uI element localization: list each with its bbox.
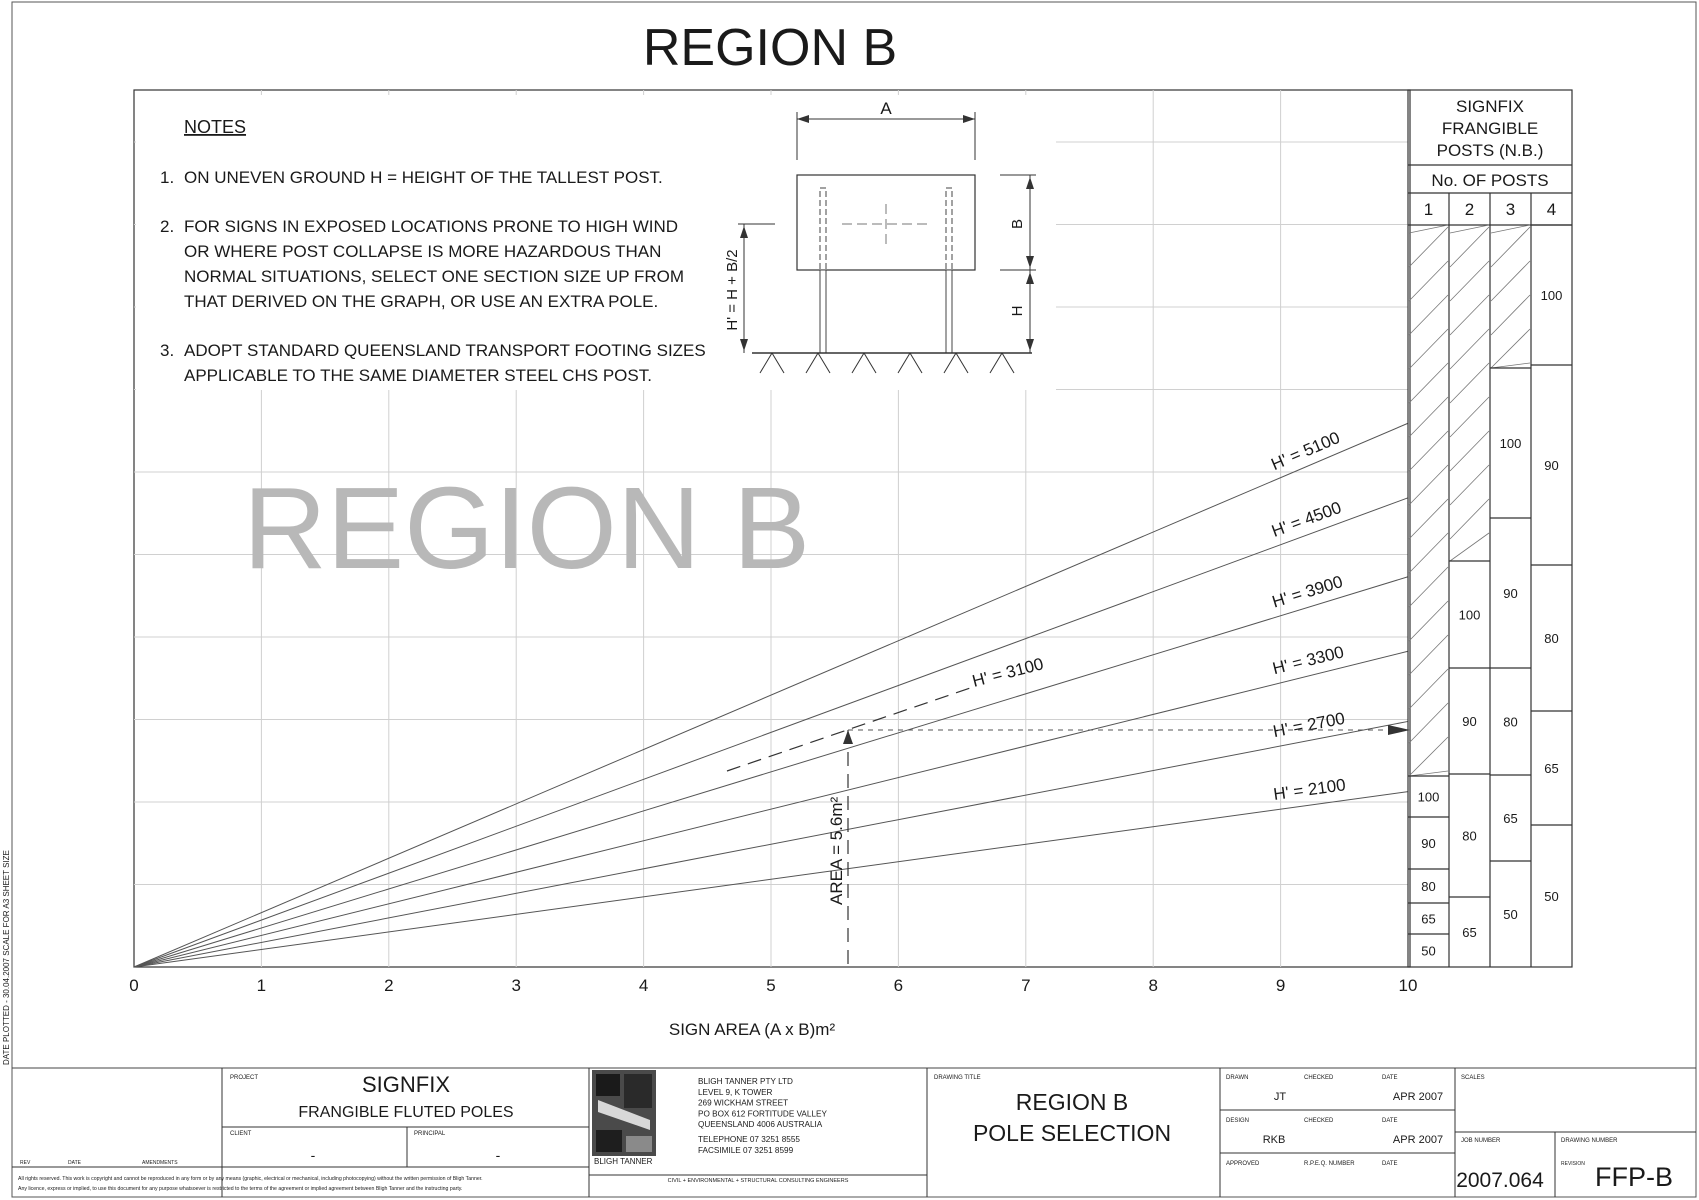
post-count-header: 4 — [1546, 200, 1557, 219]
series-label: H' = 5100 — [1268, 428, 1343, 475]
example-label: H' = 3100 — [970, 654, 1046, 691]
post-size-cell: 50 — [1544, 889, 1559, 904]
sheet-title: REGION B — [642, 19, 898, 77]
post-size-cell: 50 — [1503, 907, 1518, 922]
post-table — [1408, 90, 1572, 967]
x-axis-ticks — [129, 976, 1417, 995]
table-hatch — [1409, 499, 1448, 539]
table-hatch — [1409, 669, 1448, 709]
job-number: 2007.064 — [1456, 1169, 1544, 1192]
company-address — [698, 1077, 827, 1155]
x-axis-label: SIGN AREA (A x B)m² — [668, 1020, 836, 1039]
table-hatch — [1450, 363, 1489, 403]
design-value: RKB — [1262, 1134, 1286, 1146]
company-logo — [592, 1070, 656, 1156]
post-size-cell: 50 — [1421, 943, 1436, 959]
table-hatch — [1450, 225, 1489, 233]
date-value-2: APR 2007 — [1392, 1134, 1444, 1146]
project-subtitle: FRANGIBLE FLUTED POLES — [298, 1104, 514, 1121]
table-hatch — [1409, 635, 1448, 675]
series-label: H' = 3900 — [1269, 572, 1345, 612]
table-hatch — [1409, 295, 1448, 335]
table-hatch — [1491, 261, 1530, 301]
post-size-cell: 80 — [1462, 828, 1477, 844]
dim-a-label: A — [880, 99, 892, 118]
company-address-line: 269 WICKHAM STREET — [698, 1098, 789, 1108]
project-name: SIGNFIX — [361, 1072, 451, 1097]
design-label: DESIGN — [1226, 1118, 1250, 1124]
x-tick-label: 9 — [1275, 976, 1286, 995]
post-size-cell: 90 — [1503, 586, 1518, 601]
x-tick-label: 8 — [1148, 976, 1158, 995]
approved-label: APPROVED — [1226, 1161, 1260, 1167]
date-label-3: DATE — [1382, 1161, 1398, 1167]
table-hatch — [1450, 465, 1489, 505]
company-address-line: LEVEL 9, K TOWER — [698, 1087, 773, 1097]
post-size-cell: 80 — [1544, 631, 1559, 646]
series-label: H' = 4500 — [1269, 497, 1344, 541]
post-size-cell: 100 — [1417, 789, 1440, 805]
drawn-value: JT — [1273, 1091, 1287, 1103]
note-number: 1. — [160, 168, 175, 187]
post-table-title-3: POSTS (N.B.) — [1436, 141, 1544, 160]
post-size-cell: 80 — [1503, 714, 1518, 730]
post-size-cell: 100 — [1499, 436, 1522, 451]
post-size-cell: 65 — [1462, 925, 1477, 940]
h-prime-formula: H' = H + B/2 — [724, 249, 741, 331]
table-hatch — [1491, 329, 1530, 368]
client-label: CLIENT — [230, 1131, 252, 1137]
note-text: APPLICABLE TO THE SAME DIAMETER STEEL CHS POST. — [184, 366, 652, 385]
series-label: H' = 3300 — [1270, 642, 1346, 679]
x-tick-label: 0 — [129, 976, 139, 995]
table-hatch — [1409, 703, 1448, 743]
company-tagline: CIVIL + ENVIRONMENTAL + STRUCTURAL CONSULTING ENGINEERS — [667, 1178, 849, 1184]
drawn-label: DRAWN — [1226, 1075, 1249, 1081]
post-size-cell: 65 — [1503, 811, 1518, 826]
table-hatch — [1450, 227, 1489, 267]
post-size-cell: 90 — [1421, 836, 1436, 851]
drawing-number-label: DRAWING NUMBER — [1561, 1138, 1618, 1144]
table-hatch — [1409, 397, 1448, 437]
principal-label: PRINCIPAL — [414, 1131, 446, 1137]
logo-caption: BLIGH TANNER — [594, 1157, 653, 1166]
date-value-1: APR 2007 — [1392, 1091, 1444, 1103]
table-hatch — [1409, 261, 1448, 301]
project-label: PROJECT — [230, 1075, 259, 1081]
drawing-number: FFP-B — [1595, 1162, 1673, 1192]
table-hatch — [1450, 295, 1489, 335]
client-value: - — [310, 1147, 316, 1163]
note-text: ON UNEVEN GROUND H = HEIGHT OF THE TALLEST POST. — [184, 168, 663, 187]
scales-label: SCALES — [1461, 1075, 1485, 1081]
drawing-title-line-2: POLE SELECTION — [972, 1120, 1172, 1146]
table-hatch — [1409, 567, 1448, 607]
x-tick-label: 5 — [766, 976, 776, 995]
table-hatch — [1409, 363, 1448, 403]
table-hatch — [1409, 431, 1448, 471]
note-number: 3. — [160, 341, 175, 360]
post-size-cell: 100 — [1458, 607, 1481, 623]
table-hatch — [1450, 499, 1489, 539]
table-hatch — [1491, 225, 1530, 233]
x-tick-label: 1 — [256, 976, 267, 995]
note-text: OR WHERE POST COLLAPSE IS MORE HAZARDOUS THAN — [184, 242, 662, 261]
table-hatch — [1450, 533, 1489, 561]
table-hatch — [1450, 431, 1489, 471]
table-hatch — [1409, 771, 1448, 776]
drawing-title-line-1: REGION B — [1015, 1089, 1129, 1115]
rev-header: REV — [20, 1160, 31, 1166]
post-table-title-1: SIGNFIX — [1455, 97, 1525, 116]
note-text: THAT DERIVED ON THE GRAPH, OR USE AN EXTRA POLE. — [184, 292, 659, 311]
drawing-title-label: DRAWING TITLE — [934, 1075, 981, 1081]
company-address-line: PO BOX 612 FORTITUDE VALLEY — [698, 1109, 827, 1119]
x-tick-label: 2 — [384, 976, 394, 995]
dim-h-label: H — [1009, 305, 1026, 317]
principal-value: - — [495, 1147, 501, 1163]
company-address-line: BLIGH TANNER PTY LTD — [698, 1077, 793, 1086]
table-hatch — [1450, 397, 1489, 437]
note-number: 2. — [160, 217, 175, 236]
table-hatch — [1491, 227, 1530, 267]
table-hatch — [1450, 329, 1489, 369]
table-hatch — [1409, 329, 1448, 369]
series-label: H' = 2100 — [1272, 775, 1347, 804]
table-hatch — [1450, 261, 1489, 301]
copyright-line-2: Any licence, express or implied, to use this document for any purpose whatsoever is restricted to the terms of the agreement or implied agreement between Bligh Tanner and the instructing party. — [18, 1186, 463, 1192]
company-address-line: TELEPHONE 07 3251 8555 — [698, 1135, 800, 1144]
table-hatch — [1409, 601, 1448, 641]
post-table-columns — [1408, 193, 1572, 967]
post-count-header: 3 — [1505, 200, 1516, 219]
title-block — [12, 1068, 1696, 1197]
table-hatch — [1491, 363, 1530, 368]
note-text: NORMAL SITUATIONS, SELECT ONE SECTION SIZE UP FROM — [184, 267, 684, 286]
amendments-header: AMENDMENTS — [142, 1160, 178, 1166]
date-label-1: DATE — [1382, 1075, 1398, 1081]
table-hatch — [1491, 295, 1530, 335]
x-tick-label: 7 — [1021, 976, 1031, 995]
checked-label-2: CHECKED — [1304, 1118, 1334, 1124]
region-watermark: REGION B — [243, 463, 811, 593]
company-address-line: QUEENSLAND 4006 AUSTRALIA — [698, 1120, 823, 1130]
copyright-line-1: All rights reserved. This work is copyright and cannot be reproduced in any form or by any means (graphic, electrical or mechanical, including photocopying) without the written permission of Bligh Tanner. — [18, 1176, 483, 1182]
post-count-header: 1 — [1423, 200, 1434, 219]
dim-b-label: B — [1009, 218, 1026, 230]
job-number-label: JOB NUMBER — [1461, 1138, 1501, 1144]
revision-label: REVISION — [1561, 1161, 1585, 1167]
x-tick-label: 6 — [893, 976, 904, 995]
note-text: ADOPT STANDARD QUEENSLAND TRANSPORT FOOTING SIZES — [184, 341, 706, 360]
table-hatch — [1409, 227, 1448, 267]
series-label: H' = 2700 — [1271, 708, 1347, 742]
worked-example — [727, 654, 1410, 967]
post-size-cell: 90 — [1462, 714, 1477, 729]
post-size-cell: 65 — [1421, 911, 1436, 927]
post-size-cell: 65 — [1544, 761, 1559, 776]
post-size-cell: 100 — [1540, 288, 1563, 303]
x-tick-label: 10 — [1398, 976, 1418, 995]
post-size-cell: 90 — [1544, 458, 1559, 473]
note-text: FOR SIGNS IN EXPOSED LOCATIONS PRONE TO HIGH WIND — [184, 217, 679, 236]
date-header: DATE — [68, 1160, 81, 1166]
x-tick-label: 3 — [511, 976, 521, 995]
table-hatch — [1409, 465, 1448, 505]
company-address-line: FACSIMILE 07 3251 8599 — [698, 1145, 794, 1155]
checked-label: CHECKED — [1304, 1075, 1334, 1081]
post-count-header: 2 — [1464, 200, 1475, 219]
post-size-cell: 80 — [1421, 879, 1436, 894]
table-hatch — [1409, 225, 1448, 233]
example-area-label: AREA = 5.6m² — [827, 796, 846, 905]
table-hatch — [1409, 737, 1448, 776]
post-table-subtitle: No. OF POSTS — [1431, 171, 1549, 190]
date-plotted-note: DATE PLOTTED - 30.04.2007 SCALE FOR A3 SHEET SIZE — [2, 850, 11, 1065]
example-dashed-line — [727, 686, 976, 771]
x-tick-label: 4 — [638, 976, 649, 995]
date-label-2: DATE — [1382, 1118, 1398, 1124]
rpeq-label: R.P.E.Q. NUMBER — [1304, 1161, 1355, 1167]
post-table-title-2: FRANGIBLE — [1441, 119, 1539, 138]
table-hatch — [1409, 533, 1448, 573]
notes-heading: NOTES — [184, 117, 247, 137]
